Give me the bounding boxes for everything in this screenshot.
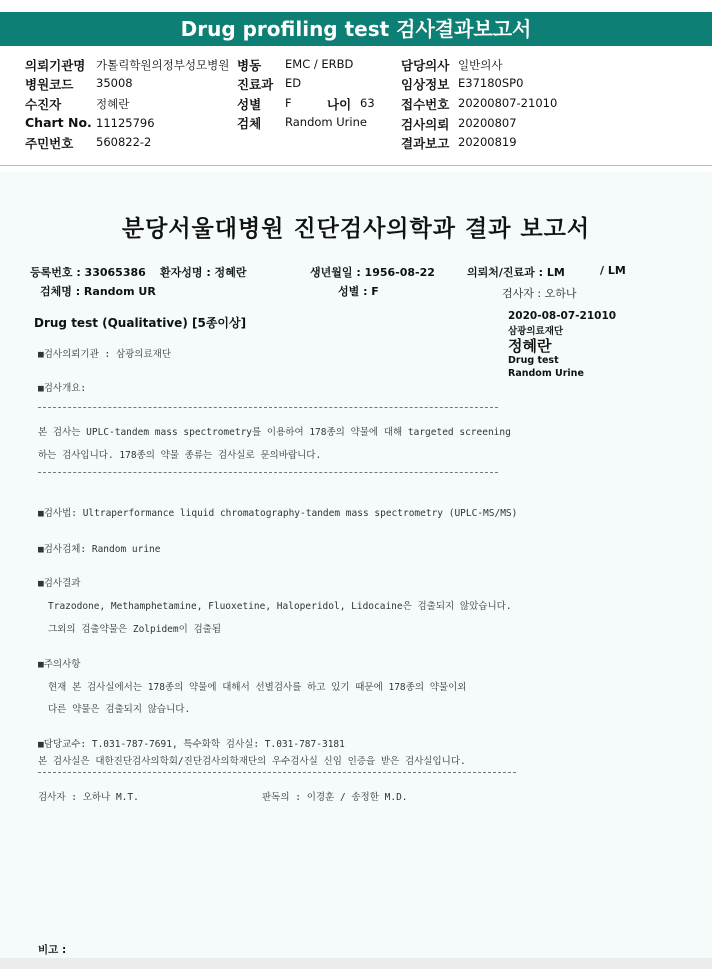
notice-heading: ■주의사항 (38, 659, 81, 670)
receipt-label: 접수번호 (401, 97, 450, 112)
ward-label: 병동 (237, 58, 262, 73)
report-sex: 성별 : F (338, 285, 379, 298)
clinical-label: 임상정보 (401, 77, 450, 92)
report-title: 분당서울대병원 진단검사의학과 결과 보고서 (121, 216, 591, 242)
result-line-1: Trazodone, Methamphetamine, Fluoxetine, Haloperidol, Lidocaine은 검출되지 않았습니다. (48, 601, 512, 612)
org-value: 가톨릭학원의정부성모병원 (96, 58, 230, 72)
chart-value: 11125796 (96, 116, 155, 130)
stamp-org: 삼광의료재단 (508, 326, 564, 337)
specimen-label-stamp (500, 302, 650, 382)
test-name: Drug test (Qualitative) [5종이상] (34, 316, 247, 330)
overview-line-2: 하는 검사입니다. 178종의 약물 종류는 검사실로 문의바랍니다. (38, 450, 322, 461)
report-tester: 검사자 : 오하나 (502, 287, 577, 300)
ward-value: EMC / ERBD (285, 57, 354, 71)
divider-dashed (38, 472, 498, 473)
overview-line-1: 본 검사는 UPLC-tandem mass spectrometry를 이용하여 178종의 약물에 대해 targeted screening (38, 427, 511, 438)
method-line: ■검사법: Ultraperformance liquid chromatography-tandem mass spectrometry (UPLC-MS/MS) (38, 508, 518, 519)
age-label: 나이 (327, 97, 352, 112)
stamp-specimen: Random Urine (508, 368, 584, 379)
rrn-value: 560822-2 (96, 135, 152, 149)
request-dept-2: / LM (600, 264, 626, 277)
rrn-label: 주민번호 (25, 136, 74, 151)
clinical-value: E37180SP0 (458, 76, 524, 90)
request-dept: 의뢰처/진료과 : LM (467, 266, 565, 279)
divider-dashed (38, 772, 516, 773)
stamp-patient: 정혜란 (508, 337, 552, 355)
dept-value: ED (285, 76, 302, 90)
reviewer-signature: 판독의 : 이경훈 / 송정한 M.D. (262, 792, 408, 803)
request-value: 20200807 (458, 116, 517, 130)
doctor-label: 담당의사 (401, 58, 450, 73)
tester-signature: 검사자 : 오하나 M.T. (38, 792, 139, 803)
result-heading: ■검사결과 (38, 578, 81, 589)
stamp-test: Drug test (508, 355, 559, 366)
request-org-line: ■검사의뢰기관 : 삼광의료재단 (38, 349, 172, 360)
notice-line-2: 다른 약물은 검출되지 않습니다. (48, 704, 191, 715)
result-line-2: 그외의 검출약물은 Zolpidem이 검출됨 (48, 624, 222, 635)
specimen-label: 검체 (237, 116, 262, 131)
patient-name: 환자성명 : 정혜란 (160, 266, 247, 279)
birth-date: 생년월일 : 1956-08-22 (310, 266, 435, 279)
dept-label: 진료과 (237, 77, 274, 92)
doctor-value: 일반의사 (458, 58, 503, 72)
report-banner-title: Drug profiling test 검사결과보고서 (0, 12, 712, 46)
age-value: 63 (360, 96, 375, 110)
chart-label: Chart No. (25, 115, 92, 130)
scanned-report (0, 172, 712, 969)
overview-heading: ■검사개요: (38, 383, 87, 394)
contact-line: ■담당교수: T.031-787-7691, 특수화학 검사실: T.031-787-3181 (38, 739, 345, 750)
specimen-value: Random Urine (285, 115, 367, 129)
divider-dashed (38, 407, 498, 408)
request-label: 검사의뢰 (401, 117, 450, 132)
bottom-bar (0, 958, 712, 969)
sex-label: 성별 (237, 97, 262, 112)
sex-value: F (285, 96, 292, 110)
specimen-line: ■검사검체: Random urine (38, 544, 161, 555)
header-divider (0, 165, 712, 166)
report-date-label: 결과보고 (401, 136, 450, 151)
receipt-value: 20200807-21010 (458, 96, 558, 110)
hosp-code-label: 병원코드 (25, 77, 74, 92)
notice-line-1: 현재 본 검사실에서는 178종의 약물에 대해서 선별검사를 하고 있기 때문에 178종의 약물이외 (48, 682, 467, 693)
stamp-receipt: 2020-08-07-21010 (508, 310, 617, 322)
certification-line: 본 검사실은 대한진단검사의학회/진단검사의학재단의 우수검사실 신임 인증을 받은 검사실입니다. (38, 756, 466, 767)
patient-label: 수진자 (25, 97, 62, 112)
org-label: 의뢰기관명 (25, 58, 86, 73)
hosp-code-value: 35008 (96, 76, 133, 90)
specimen-name: 검체명 : Random UR (40, 285, 156, 298)
remarks-label: 비고 : (38, 944, 67, 956)
patient-value: 정혜란 (96, 97, 130, 111)
report-date-value: 20200819 (458, 135, 517, 149)
reg-no: 등록번호 : 33065386 (30, 266, 146, 279)
